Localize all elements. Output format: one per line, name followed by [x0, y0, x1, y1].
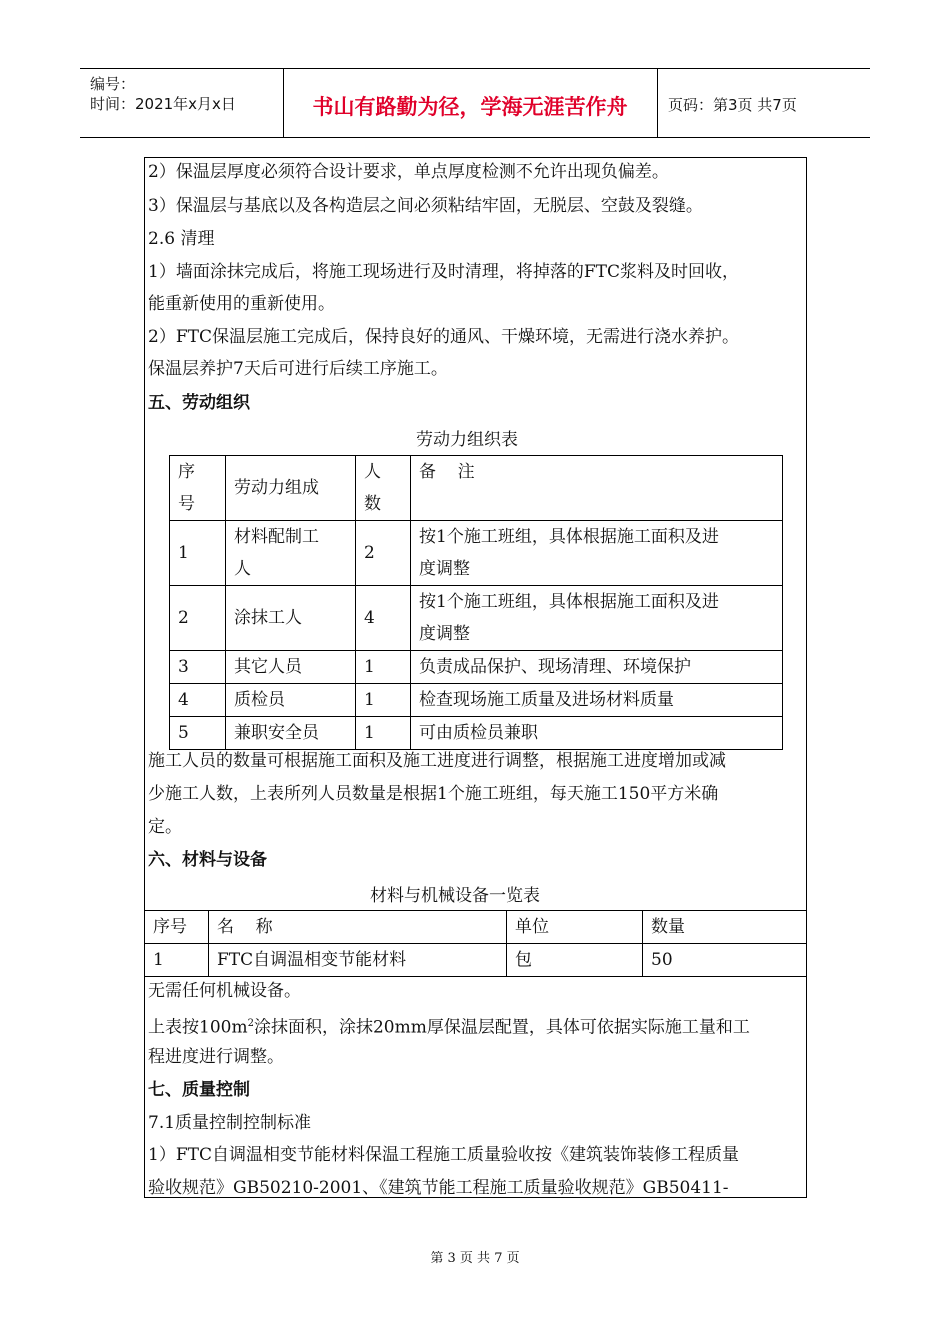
header-motto: 书山有路勤为径，学海无涯苦作舟 — [312, 95, 628, 119]
header-cell: 人 — [364, 462, 381, 482]
text-line: 无需任何机械设备。 — [148, 981, 301, 1001]
table-cell: 负责成品保护、现场清理、环境保护 — [411, 651, 783, 684]
text-fragment: 上表按100m — [148, 1017, 248, 1038]
table-cell: 50 — [643, 944, 807, 977]
text-fragment: 涂抹面积，涂抹20mm厚保温层配置，具体可依据实际施工量和工 — [253, 1017, 750, 1038]
section-heading: 六、材料与设备 — [148, 850, 267, 870]
table-cell: 人 — [234, 559, 251, 579]
header-cell: 序号 — [145, 911, 209, 944]
table-cell: 兼职安全员 — [226, 717, 356, 750]
table-cell: 1 — [356, 684, 411, 717]
header-cell: 序 — [178, 462, 195, 482]
table-cell: 4 — [356, 586, 411, 651]
labor-table-caption: 劳动力组织表 — [416, 430, 518, 450]
table-cell: 检查现场施工质量及进场材料质量 — [411, 684, 783, 717]
header-left-cell — [80, 69, 284, 137]
text-line: 验收规范》GB50210-2001、《建筑节能工程施工质量验收规范》GB50411- — [148, 1178, 729, 1198]
text-line: 定。 — [148, 817, 182, 837]
table-cell: 1 — [145, 944, 209, 977]
labor-table — [169, 455, 783, 750]
header-cell: 数量 — [643, 911, 807, 944]
table-cell: 2 — [356, 521, 411, 586]
table-cell: 1 — [356, 717, 411, 750]
header-cell: 号 — [178, 494, 195, 514]
table-row — [145, 944, 807, 977]
material-table — [144, 910, 807, 977]
text-line: 施工人员的数量可根据施工面积及施工进度进行调整，根据施工进度增加或减 — [148, 751, 726, 771]
table-cell: 1 — [170, 521, 226, 586]
table-row — [170, 651, 783, 684]
table-cell: 3 — [170, 651, 226, 684]
header-cell: 备 注 — [411, 456, 783, 521]
table-row — [170, 521, 783, 586]
text-line: 程进度进行调整。 — [148, 1047, 284, 1067]
table-cell: 度调整 — [419, 624, 470, 644]
text-line — [148, 1013, 750, 1039]
text-line: 2）保温层厚度必须符合设计要求，单点厚度检测不允许出现负偏差。 — [148, 162, 669, 182]
table-cell: 质检员 — [226, 684, 356, 717]
text-line: 保温层养护7天后可进行后续工序施工。 — [148, 359, 448, 379]
table-cell: 度调整 — [419, 559, 470, 579]
section-heading: 七、质量控制 — [148, 1080, 250, 1100]
time-label: 时间：2021年x月x日 — [90, 95, 236, 113]
text-line: 2）FTC保温层施工完成后，保持良好的通风、干燥环境，无需进行浇水养护。 — [148, 327, 739, 347]
table-cell: FTC自调温相变节能材料 — [209, 944, 507, 977]
text-line: 少施工人数，上表所列人员数量是根据1个施工班组，每天施工150平方米确 — [148, 784, 719, 804]
table-cell: 2 — [170, 586, 226, 651]
table-cell: 按1个施工班组，具体根据施工面积及进 — [419, 592, 719, 612]
table-row — [170, 684, 783, 717]
table-cell: 1 — [356, 651, 411, 684]
page-number-label: 页码：第3页 共7页 — [668, 96, 797, 114]
table-cell: 可由质检员兼职 — [411, 717, 783, 750]
section-heading: 五、劳动组织 — [148, 393, 250, 413]
material-table-caption: 材料与机械设备一览表 — [370, 886, 540, 906]
table-cell: 按1个施工班组，具体根据施工面积及进 — [419, 527, 719, 547]
text-line: 能重新使用的重新使用。 — [148, 294, 335, 314]
text-line: 1）墙面涂抹完成后，将施工现场进行及时清理，将掉落的FTC浆料及时回收， — [148, 262, 739, 282]
table-row — [170, 717, 783, 750]
header-cell: 数 — [364, 494, 381, 514]
text-line: 3）保温层与基底以及各构造层之间必须粘结牢固，无脱层、空鼓及裂缝。 — [148, 196, 703, 216]
table-header-row — [170, 456, 783, 521]
section-heading: 2.6 清理 — [148, 229, 215, 249]
text-line: 1）FTC自调温相变节能材料保温工程施工质量验收按《建筑装饰装修工程质量 — [148, 1145, 739, 1165]
content-frame — [144, 157, 807, 1198]
table-cell: 材料配制工 — [234, 527, 319, 547]
table-cell: 4 — [170, 684, 226, 717]
table-cell: 5 — [170, 717, 226, 750]
superscript: 2 — [247, 1018, 254, 1029]
table-cell: 其它人员 — [226, 651, 356, 684]
page-header — [80, 68, 870, 138]
header-cell: 劳动力组成 — [226, 456, 356, 521]
table-cell: 涂抹工人 — [226, 586, 356, 651]
page-footer: 第 3 页 共 7 页 — [430, 1251, 520, 1266]
table-row — [170, 586, 783, 651]
header-cell: 单位 — [507, 911, 643, 944]
table-header-row — [145, 911, 807, 944]
header-cell: 名 称 — [209, 911, 507, 944]
number-label: 编号： — [90, 75, 136, 93]
text-line: 7.1质量控制控制标准 — [148, 1113, 312, 1133]
header-right-cell — [657, 69, 871, 137]
table-cell: 包 — [507, 944, 643, 977]
